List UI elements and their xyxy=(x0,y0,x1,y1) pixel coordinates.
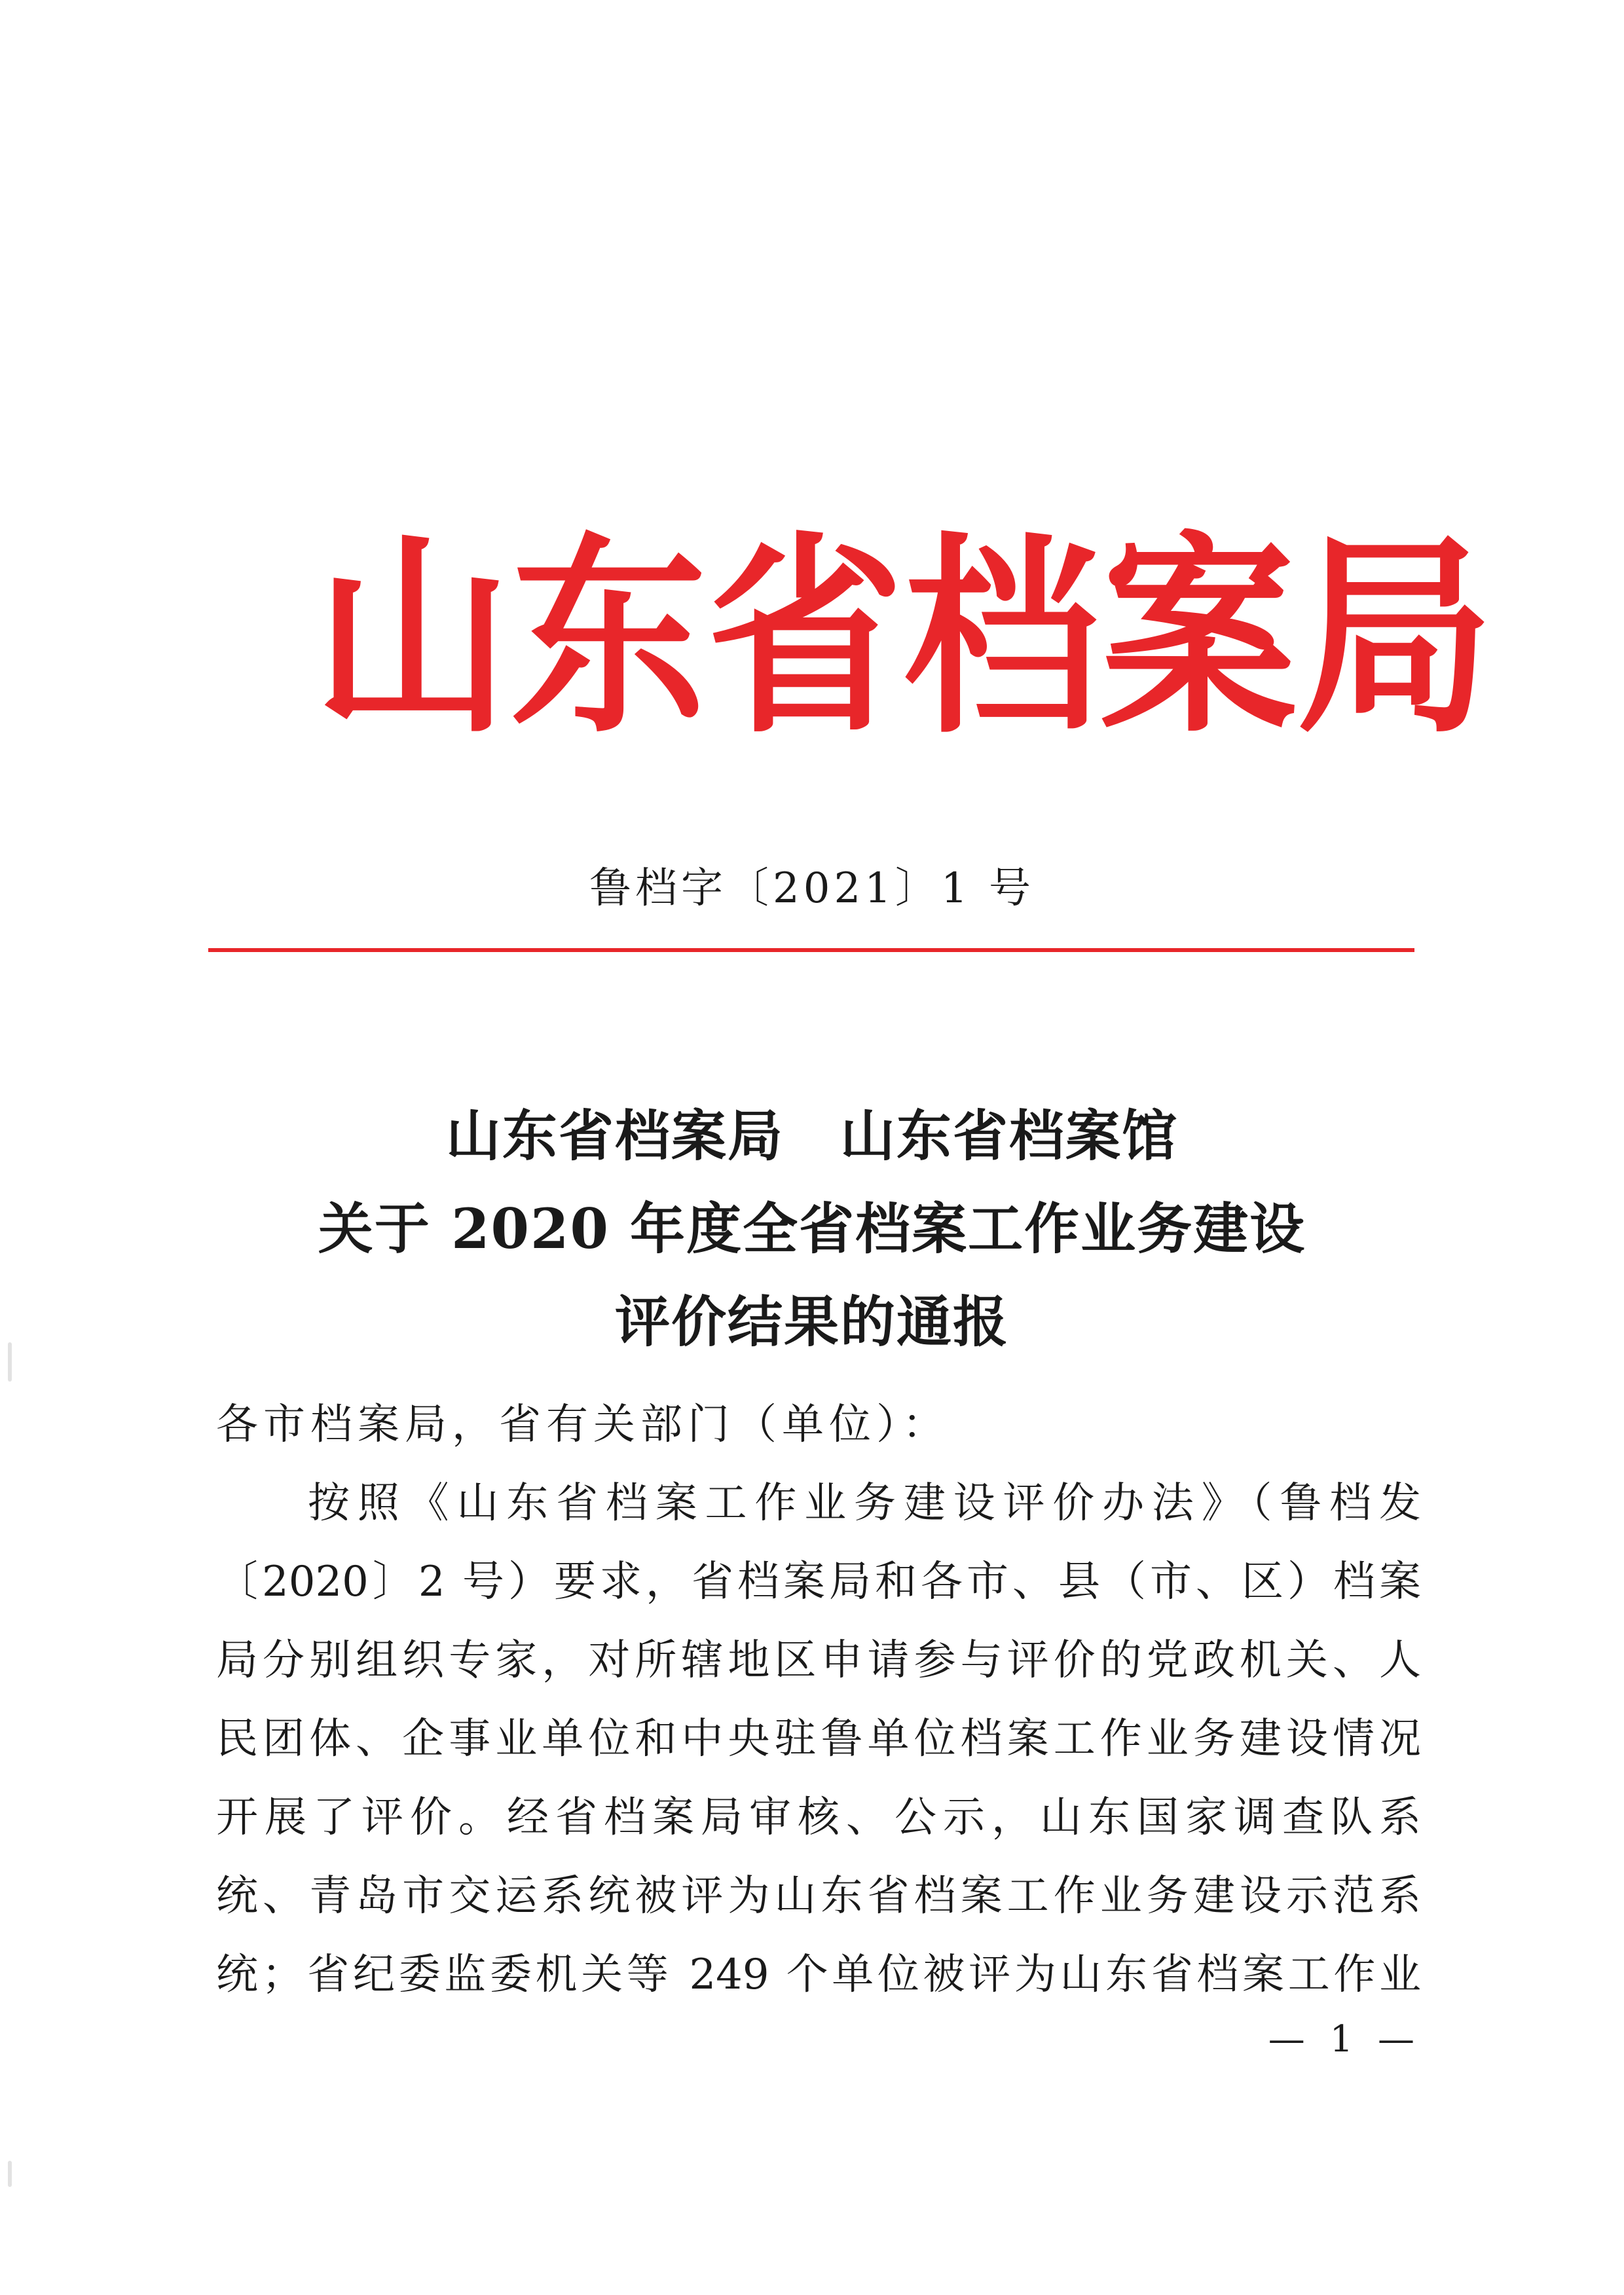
masthead-char: 档 xyxy=(904,515,1100,762)
body-line: 按照《山东省档案工作业务建设评价办法》（鲁档发 xyxy=(308,1479,1421,1528)
body-line: 开展了评价。经省档案局审核、公示，山东国家调查队系 xyxy=(216,1793,1421,1842)
page-number: — 1 — xyxy=(1268,2018,1421,2061)
body-line: 统、青岛市交运系统被评为山东省档案工作业务建设示范系 xyxy=(216,1872,1421,1920)
issuer-masthead xyxy=(314,515,1493,762)
title-line-1: 山东省档案局 山东省档案馆 xyxy=(445,1103,1178,1168)
masthead-char: 山 xyxy=(314,515,511,762)
title-line-3: 评价结果的通报 xyxy=(614,1289,1009,1354)
body-line: 〔2020〕2 号）要求，省档案局和各市、县（市、区）档案 xyxy=(216,1558,1421,1606)
document-number: 鲁档字〔2021〕1 号 xyxy=(589,864,1035,913)
masthead-char: 局 xyxy=(1297,515,1493,762)
body-line: 民团体、企事业单位和中央驻鲁单位档案工作业务建设情况 xyxy=(216,1715,1421,1763)
body-line: 局分别组织专家，对所辖地区申请参与评价的党政机关、人 xyxy=(216,1636,1421,1685)
salutation: 各市档案局，省有关部门（单位）： xyxy=(216,1401,950,1449)
red-divider-line xyxy=(208,948,1414,952)
masthead-char: 案 xyxy=(1100,515,1297,762)
masthead-char: 东 xyxy=(511,515,707,762)
masthead-char: 省 xyxy=(707,515,904,762)
scan-artifact xyxy=(8,2161,12,2187)
body-line: 统；省纪委监委机关等 249 个单位被评为山东省档案工作业 xyxy=(216,1951,1421,1999)
title-line-2: 关于 2020 年度全省档案工作业务建设 xyxy=(318,1196,1306,1261)
